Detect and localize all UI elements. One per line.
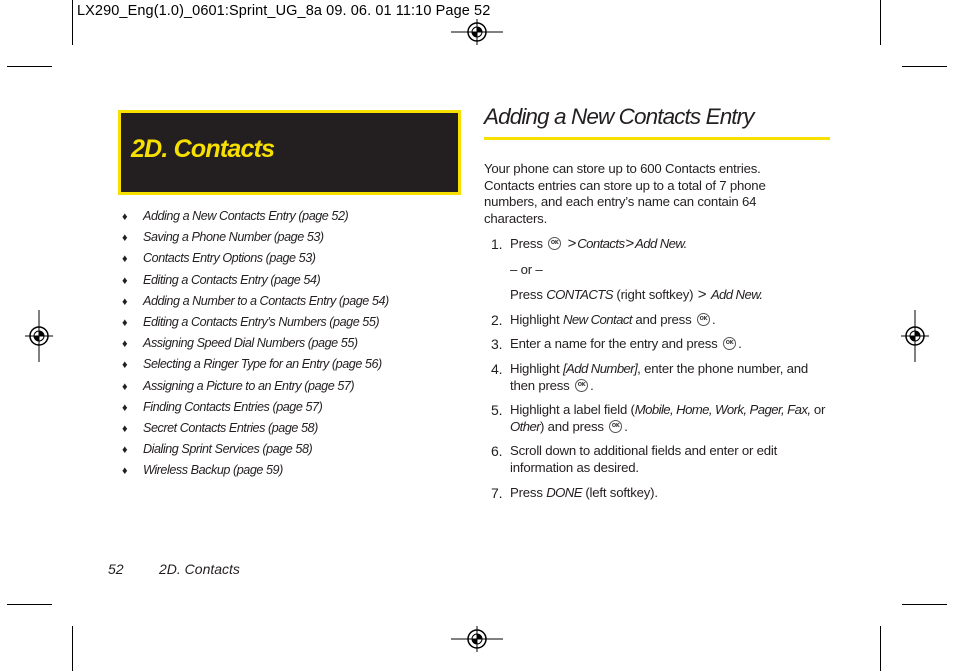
topic-text: Adding a New Contacts Entry (page 52)	[143, 209, 349, 223]
topic-text: Wireless Backup (page 59)	[143, 463, 283, 478]
topic-text: Finding Contacts Entries (page 57)	[143, 399, 323, 414]
step-1: 1. Press OK >Contacts>Add New.	[484, 236, 834, 253]
diamond-bullet-icon: ♦	[122, 316, 128, 329]
heading-underline	[484, 137, 830, 140]
step-5: 5. Highlight a label field (Mobile, Home, Work, Pager, Fax, or Other) and press OK .	[484, 402, 834, 435]
instruction-steps	[484, 236, 834, 501]
footer-section: 2D. Contacts	[159, 561, 240, 577]
crop-mark	[72, 0, 73, 45]
topic-list-item	[122, 249, 462, 270]
topic-text: Assigning Speed Dial Numbers (page 55)	[143, 336, 358, 351]
topic-list-item	[122, 292, 462, 313]
registration-mark-icon	[25, 310, 53, 362]
crop-mark	[72, 626, 73, 671]
registration-mark-icon	[451, 626, 503, 652]
crop-mark	[7, 604, 52, 605]
diamond-bullet-icon: ♦	[122, 253, 128, 266]
diamond-bullet-icon: ♦	[122, 401, 128, 414]
topic-list-item	[122, 440, 462, 461]
crop-mark	[880, 0, 881, 45]
ok-key-icon	[723, 337, 736, 350]
ok-key-icon	[609, 420, 622, 433]
section-topic-list	[122, 207, 462, 482]
topic-list-item	[122, 228, 462, 249]
diamond-bullet-icon: ♦	[122, 338, 128, 351]
crop-mark	[902, 604, 947, 605]
topic-text: Selecting a Ringer Type for an Entry (page 56)	[143, 357, 382, 372]
diamond-bullet-icon: ♦	[122, 295, 128, 308]
step-2: 2. Highlight New Contact and press OK .	[484, 312, 834, 329]
step-6: 6. Scroll down to additional fields and enter or edit information as desired.	[491, 443, 778, 475]
ok-key-icon	[548, 237, 561, 250]
step-7: 7. Press DONE (left softkey).	[491, 484, 658, 501]
topic-list-item	[122, 398, 462, 419]
topic-text: Dialing Sprint Services (page 58)	[143, 442, 313, 457]
ok-key-icon	[575, 379, 588, 392]
topic-list-item	[122, 377, 462, 398]
topic-text: Adding a Number to a Contacts Entry (page 54)	[143, 293, 389, 308]
page-heading: Adding a New Contacts Entry	[484, 104, 754, 129]
diamond-bullet-icon: ♦	[122, 359, 128, 372]
crop-mark	[902, 66, 947, 67]
registration-mark-icon	[451, 19, 503, 45]
topic-list-item	[122, 271, 462, 292]
topic-list-item	[122, 334, 462, 355]
step-1-alternative: Press CONTACTS (right softkey) > Add New.	[510, 286, 763, 304]
topic-text: Contacts Entry Options (page 53)	[143, 251, 316, 266]
section-title: 2D. Contacts	[131, 135, 275, 163]
diamond-bullet-icon: ♦	[122, 232, 128, 245]
diamond-bullet-icon: ♦	[122, 274, 128, 287]
topic-text: Assigning a Picture to an Entry (page 57)	[143, 378, 355, 393]
topic-list-item	[122, 461, 462, 482]
topic-list-item	[122, 207, 462, 228]
diamond-bullet-icon: ♦	[122, 380, 128, 393]
topic-text: Secret Contacts Entries (page 58)	[143, 420, 318, 435]
intro-paragraph: Your phone can store up to 600 Contacts entries. Contacts entries can store up to a total of 7 phone numbers, and each entry’s name can contain 64 characters.	[484, 161, 766, 226]
crop-mark	[7, 66, 52, 67]
diamond-bullet-icon: ♦	[122, 465, 128, 478]
diamond-bullet-icon: ♦	[122, 444, 128, 457]
topic-text: Editing a Contacts Entry (page 54)	[143, 272, 321, 287]
step-4: 4. Highlight [Add Number], enter the phone number, and then press OK .	[484, 361, 810, 394]
topic-list-item	[122, 419, 462, 440]
footer-page-number: 52	[108, 561, 124, 577]
diamond-bullet-icon: ♦	[122, 211, 128, 223]
section-tab	[118, 110, 461, 195]
print-slug: LX290_Eng(1.0)_0601:Sprint_UG_8a 09. 06. 01 11:10 Page 52	[77, 3, 491, 19]
diamond-bullet-icon: ♦	[122, 422, 128, 435]
registration-mark-icon	[901, 310, 929, 362]
topic-list-item	[122, 313, 462, 334]
crop-mark	[880, 626, 881, 671]
step-1-or: – or –	[510, 261, 543, 277]
topic-list-item	[122, 355, 462, 376]
ok-key-icon	[697, 313, 710, 326]
topic-text: Saving a Phone Number (page 53)	[143, 230, 324, 245]
step-3: 3. Enter a name for the entry and press OK .	[484, 336, 834, 353]
topic-text: Editing a Contacts Entry’s Numbers (page 55)	[143, 314, 380, 329]
